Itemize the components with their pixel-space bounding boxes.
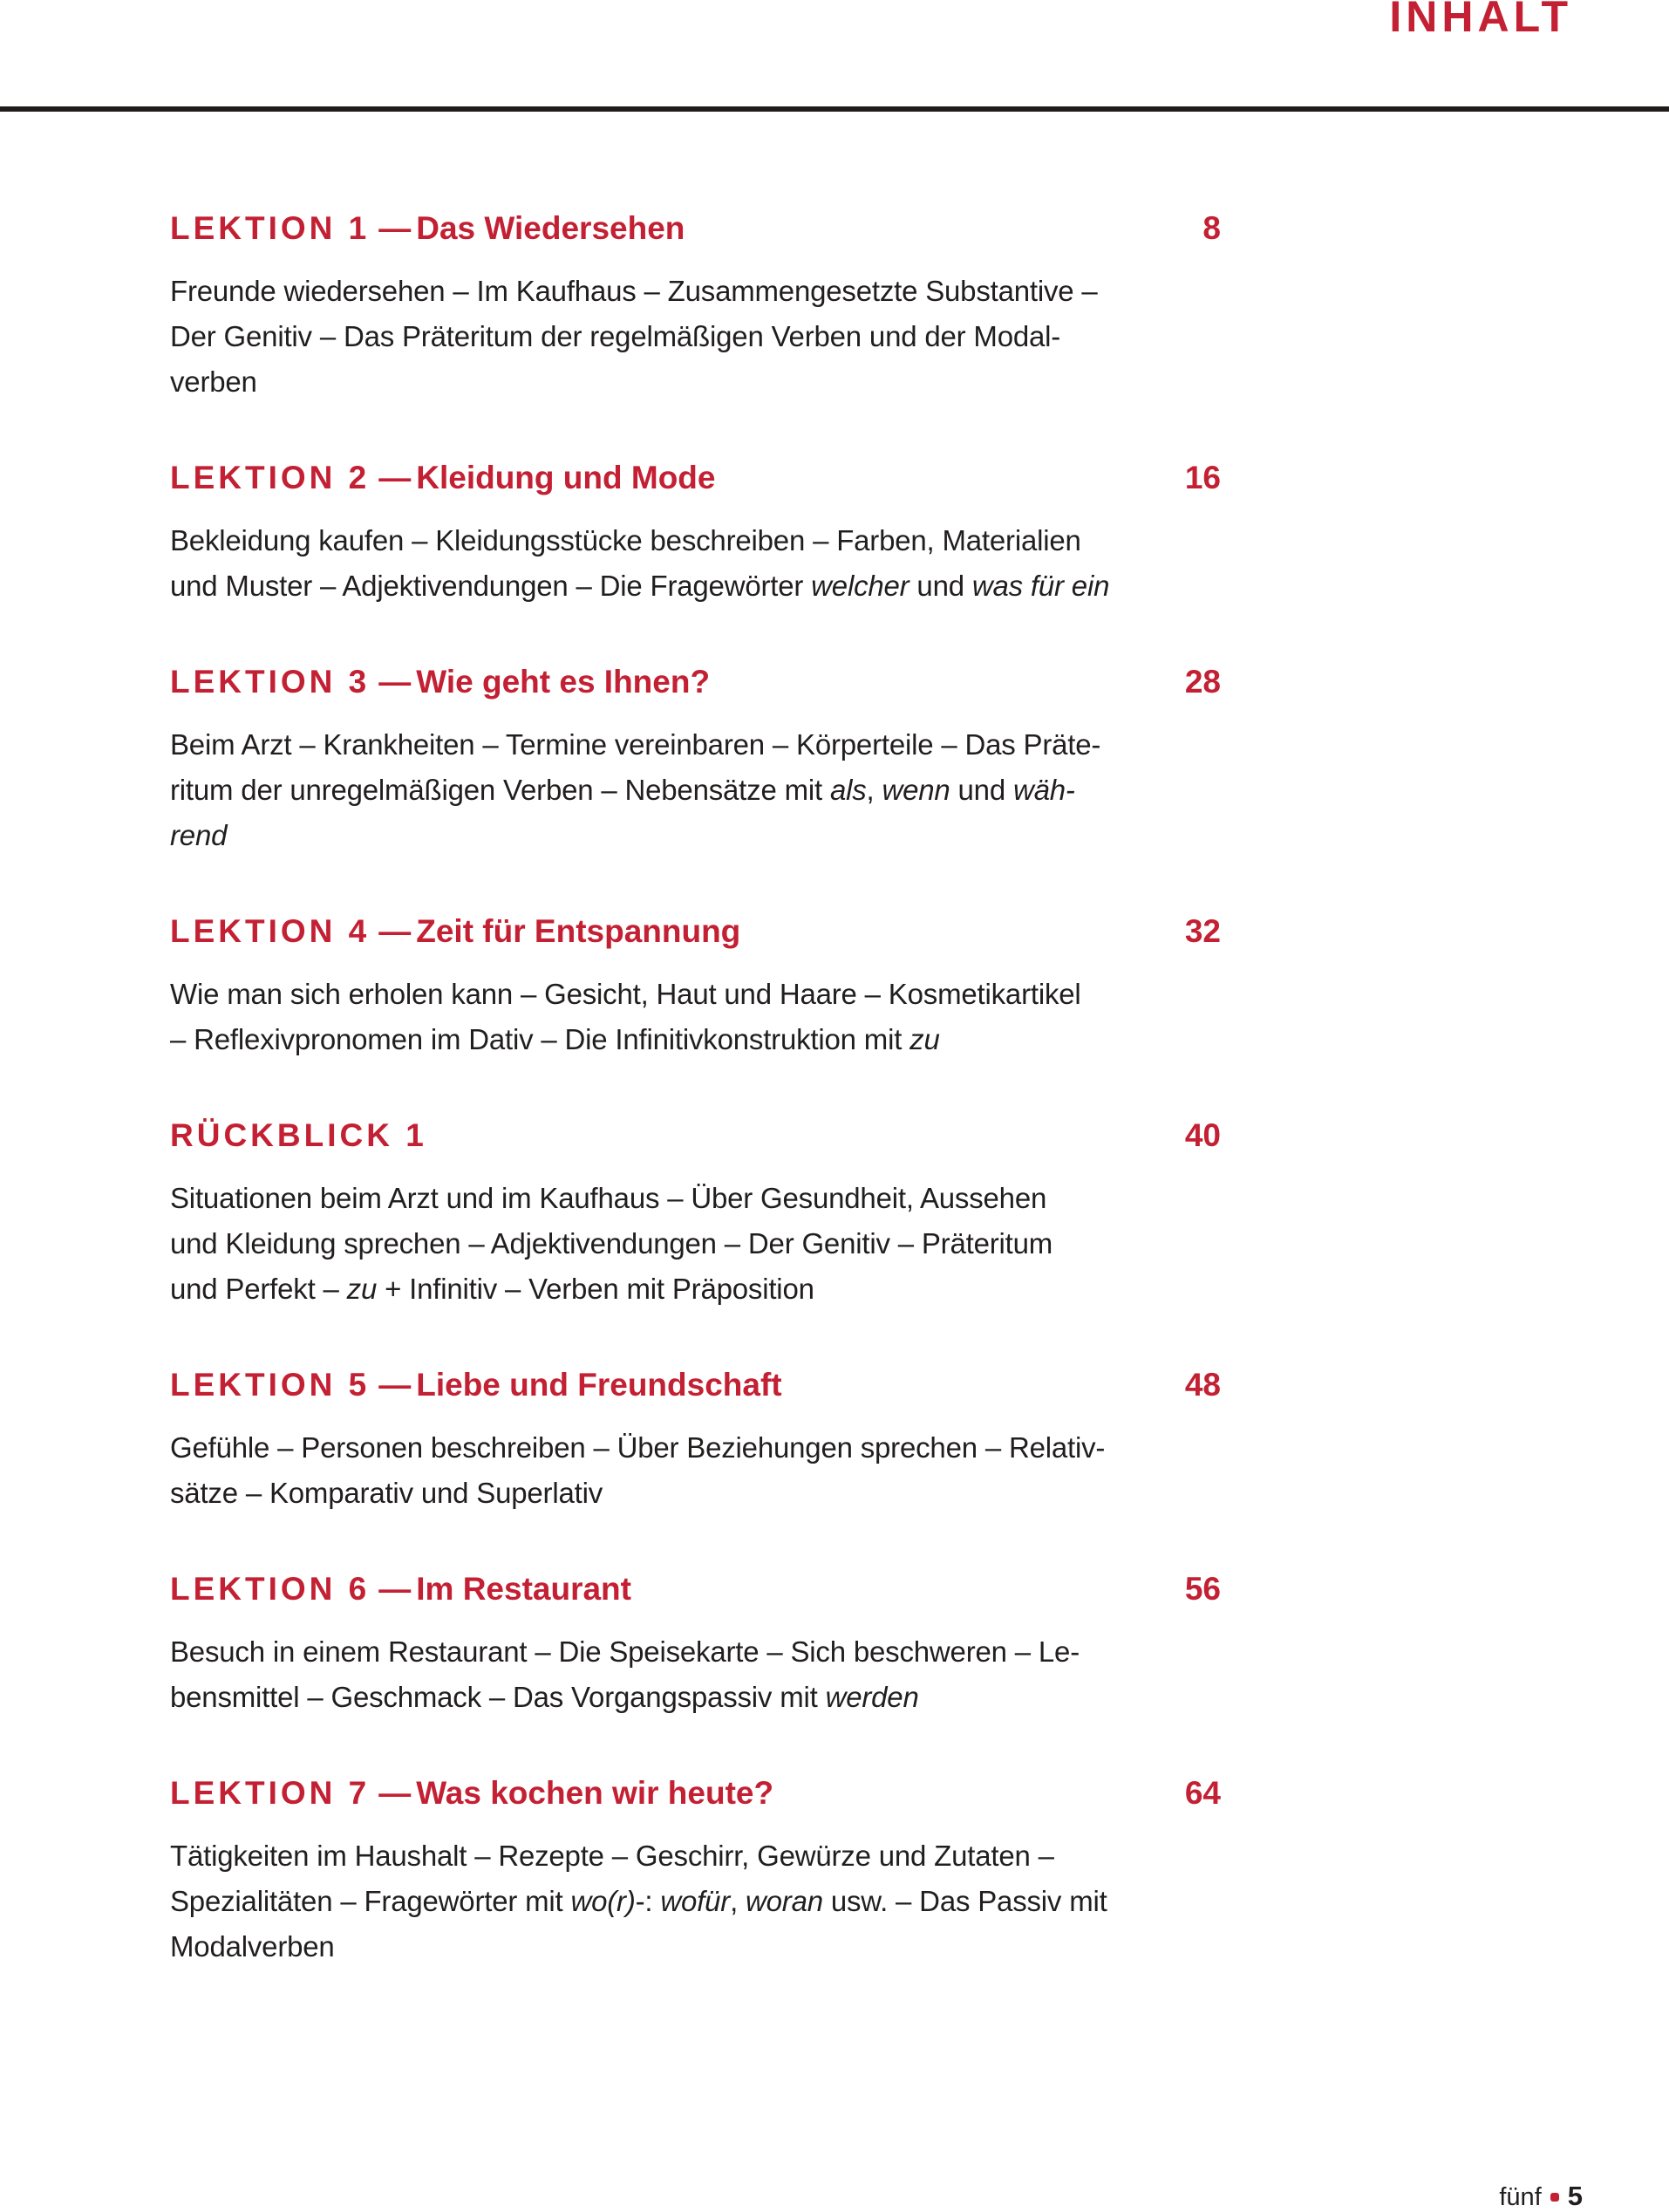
page-title: INHALT xyxy=(1389,0,1572,41)
toc-entry xyxy=(170,663,1221,858)
toc-entry-title: Liebe und Freundschaft xyxy=(416,1367,782,1403)
toc-entry-heading xyxy=(170,209,1221,248)
toc-entry-heading xyxy=(170,1570,1221,1608)
toc-entry-description xyxy=(170,1833,1221,1970)
toc-entry-description-line: Der Genitiv – Das Präteritum der regelmäßigen Verben und der Modal- xyxy=(170,320,1061,352)
toc-entry-title: Das Wiedersehen xyxy=(416,210,685,246)
toc-entry-label: LEKTION 2 xyxy=(170,460,371,495)
toc-entry-description-line: Modalverben xyxy=(170,1930,335,1963)
toc-entry-title: Was kochen wir heute? xyxy=(416,1775,774,1811)
toc-entry-description-line: und Muster – Adjektivendungen – Die Fragewörter welcher und was für ein xyxy=(170,570,1110,602)
toc-entry-page: 32 xyxy=(1184,913,1221,949)
toc-entry-description-line: Wie man sich erholen kann – Gesicht, Haut und Haare – Kosmetikartikel xyxy=(170,978,1081,1010)
toc-entry-page: 8 xyxy=(1202,210,1221,246)
toc-entry-heading xyxy=(170,459,1221,497)
toc-entry-label: LEKTION 6 xyxy=(170,1571,371,1607)
toc-entry-label: LEKTION 5 xyxy=(170,1367,371,1403)
toc-entry-dash: — xyxy=(378,1367,412,1403)
toc-entry-description-line: Beim Arzt – Krankheiten – Termine vereinbaren – Körperteile – Das Präte- xyxy=(170,728,1101,761)
toc-entry-description-line: ritum der unregelmäßigen Verben – Nebensätze mit als, wenn und wäh- xyxy=(170,774,1075,806)
toc-entry-description xyxy=(170,722,1221,858)
toc-entry-dash: — xyxy=(378,210,412,246)
toc-entry-heading-text xyxy=(170,663,710,701)
toc-entry-description-line: bensmittel – Geschmack – Das Vorgangspassiv mit werden xyxy=(170,1681,919,1713)
toc-entry-description-line: sätze – Komparativ und Superlativ xyxy=(170,1477,603,1509)
toc-entry-description xyxy=(170,269,1221,405)
toc-entry-label: LEKTION 4 xyxy=(170,913,371,949)
toc-entry-description-line: und Perfekt – zu + Infinitiv – Verben mit Präposition xyxy=(170,1273,814,1305)
toc-entry-heading-text xyxy=(170,459,715,497)
toc-entry-heading-text xyxy=(170,1570,631,1608)
toc-entry-heading xyxy=(170,912,1221,951)
toc-entry-heading xyxy=(170,663,1221,701)
toc-entry-description xyxy=(170,972,1221,1062)
toc-entry-dash: — xyxy=(378,1571,412,1607)
toc-entry-heading-text xyxy=(170,1116,427,1155)
toc-entry-description-line: Besuch in einem Restaurant – Die Speisekarte – Sich beschweren – Le- xyxy=(170,1635,1080,1668)
toc-entry-dash: — xyxy=(378,913,412,949)
toc-entry-label: RÜCKBLICK 1 xyxy=(170,1117,427,1153)
toc-entry-description xyxy=(170,1176,1221,1312)
toc-entry-heading-text xyxy=(170,209,685,248)
toc-entry-heading-text xyxy=(170,1366,782,1404)
toc-entry-title: Wie geht es Ihnen? xyxy=(416,664,711,700)
toc-entry-page: 16 xyxy=(1184,460,1221,495)
table-of-contents xyxy=(170,209,1221,2024)
toc-entry-page: 56 xyxy=(1184,1571,1221,1607)
toc-entry-heading xyxy=(170,1366,1221,1404)
toc-entry-heading xyxy=(170,1116,1221,1155)
toc-entry-description xyxy=(170,1629,1221,1720)
toc-entry-description-line: Freunde wiedersehen – Im Kaufhaus – Zusammengesetzte Substantive – xyxy=(170,275,1098,307)
page-footer xyxy=(1499,2183,1583,2210)
toc-entry xyxy=(170,1366,1221,1516)
toc-entry-label: LEKTION 1 xyxy=(170,210,371,246)
toc-entry xyxy=(170,1570,1221,1720)
footer-page-number: 5 xyxy=(1567,2181,1583,2211)
toc-entry-dash: — xyxy=(378,460,412,495)
toc-entry-description-line: Gefühle – Personen beschreiben – Über Beziehungen sprechen – Relativ- xyxy=(170,1431,1106,1464)
footer-dot-icon xyxy=(1550,2193,1559,2202)
toc-entry-label: LEKTION 3 xyxy=(170,664,371,700)
toc-entry-dash: — xyxy=(378,1775,412,1811)
toc-entry-page: 40 xyxy=(1184,1117,1221,1153)
toc-entry-description-line: – Reflexivpronomen im Dativ – Die Infinitivkonstruktion mit zu xyxy=(170,1023,940,1055)
toc-entry-description xyxy=(170,518,1221,609)
toc-entry-description-line: Tätigkeiten im Haushalt – Rezepte – Geschirr, Gewürze und Zutaten – xyxy=(170,1840,1054,1872)
toc-entry-dash: — xyxy=(378,664,412,700)
toc-entry-label: LEKTION 7 xyxy=(170,1775,371,1811)
toc-entry-description xyxy=(170,1425,1221,1516)
toc-entry-page: 64 xyxy=(1184,1775,1221,1811)
toc-entry-title: Im Restaurant xyxy=(416,1571,631,1607)
toc-entry-description-line: und Kleidung sprechen – Adjektivendungen – Der Genitiv – Präteritum xyxy=(170,1227,1053,1260)
toc-entry xyxy=(170,1116,1221,1312)
toc-entry-heading-text xyxy=(170,912,740,951)
toc-entry-heading-text xyxy=(170,1774,773,1813)
toc-entry-description-line: Spezialitäten – Fragewörter mit wo(r)-: wofür, woran usw. – Das Passiv mit xyxy=(170,1885,1107,1917)
toc-entry-title: Kleidung und Mode xyxy=(416,460,716,495)
toc-entry-page: 28 xyxy=(1184,664,1221,700)
toc-entry-title: Zeit für Entspannung xyxy=(416,913,741,949)
header-divider xyxy=(0,106,1669,112)
toc-entry xyxy=(170,459,1221,609)
toc-entry-description-line: Situationen beim Arzt und im Kaufhaus – Über Gesundheit, Aussehen xyxy=(170,1182,1047,1214)
toc-entry-page: 48 xyxy=(1184,1367,1221,1403)
toc-entry xyxy=(170,209,1221,405)
toc-entry-description-line: rend xyxy=(170,819,228,851)
toc-entry-heading xyxy=(170,1774,1221,1813)
toc-entry xyxy=(170,1774,1221,1970)
footer-page-word: fünf xyxy=(1499,2183,1542,2211)
toc-entry-description-line: verben xyxy=(170,365,257,398)
toc-entry xyxy=(170,912,1221,1062)
toc-entry-description-line: Bekleidung kaufen – Kleidungsstücke beschreiben – Farben, Materialien xyxy=(170,524,1081,556)
